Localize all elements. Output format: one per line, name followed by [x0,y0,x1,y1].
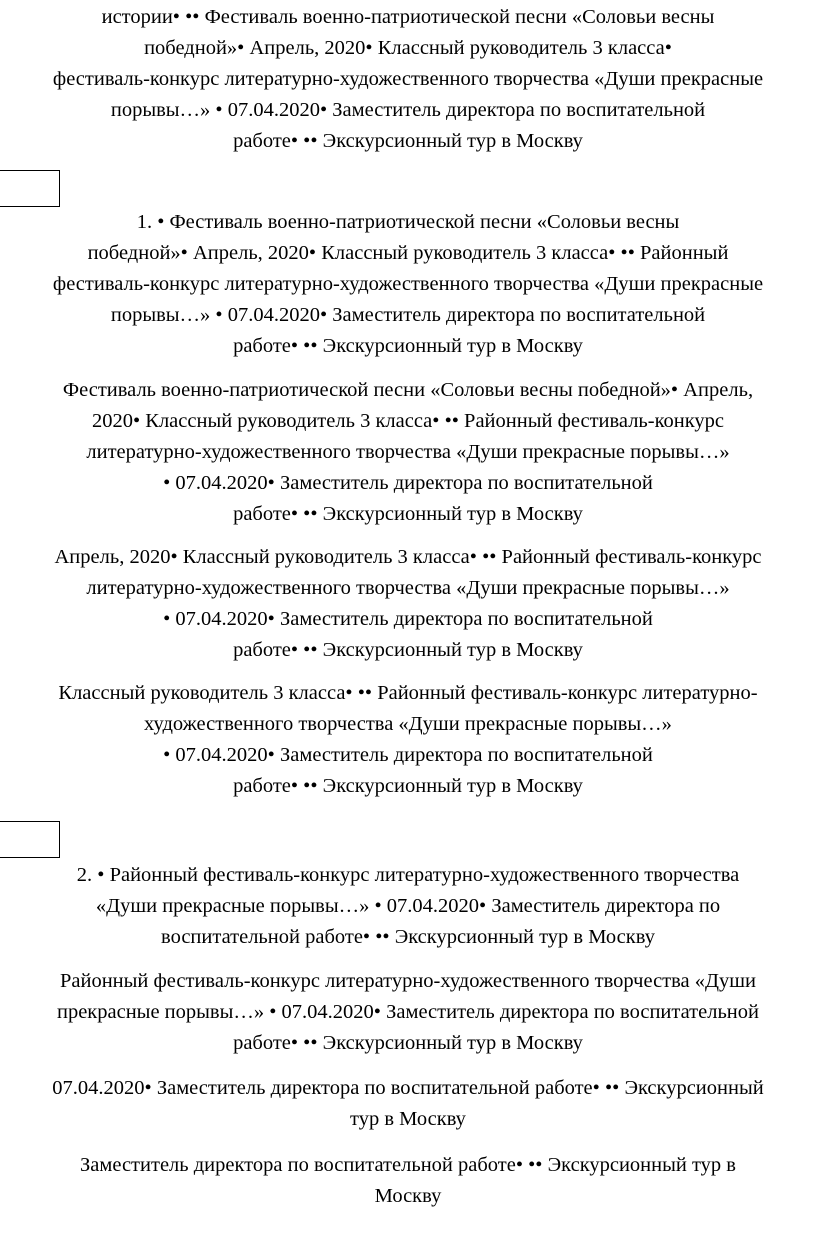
paragraph-4 [0,542,816,666]
paragraph-line: работе• •• Экскурсионный тур в Москву [233,335,583,357]
paragraph-line: Фестиваль военно-патриотической песни «Соловьи весны победной»• Апрель, [62,379,754,401]
numbered-item-2 [0,860,816,953]
paragraph-line: фестиваль-конкурс литературно-художественного творчества «Души прекрасные [52,273,764,295]
paragraph-line: работе• •• Экскурсионный тур в Москву [233,639,583,661]
paragraph-line: литературно-художественного творчества «Души прекрасные порывы…» [86,577,730,599]
paragraph-line: • 07.04.2020• Заместитель директора по воспитательной [163,472,653,494]
paragraph-line: литературно-художественного творчества «Души прекрасные порывы…» [86,441,730,463]
paragraph-9 [0,1150,816,1212]
empty-box [0,170,60,207]
paragraph-line: работе• •• Экскурсионный тур в Москву [233,1032,583,1054]
paragraph-1 [0,2,816,157]
paragraph-line: «Души прекрасные порывы…» • 07.04.2020• Заместитель директора по [95,895,721,917]
paragraph-line: 1. • Фестиваль военно-патриотической песни «Соловьи весны [136,211,680,233]
paragraph-5 [0,678,816,802]
paragraph-line: порывы…» • 07.04.2020• Заместитель директора по воспитательной [110,99,706,121]
paragraph-line: 07.04.2020• Заместитель директора по воспитательной работе• •• Экскурсионный [52,1077,764,1099]
paragraph-line: фестиваль-конкурс литературно-художественного творчества «Души прекрасные [52,68,764,90]
paragraph-line: победной»• Апрель, 2020• Классный руководитель 3 класса• [144,37,672,59]
numbered-item-1 [0,207,816,362]
paragraph-line: Москву [374,1185,442,1207]
paragraph-7 [0,966,816,1059]
paragraph-line: работе• •• Экскурсионный тур в Москву [233,503,583,525]
empty-box [0,821,60,858]
paragraph-line: прекрасные порывы…» • 07.04.2020• Заместитель директора по воспитательной [56,1001,759,1023]
paragraph-line: художественного творчества «Души прекрасные порывы…» [144,713,672,735]
paragraph-line: воспитательной работе• •• Экскурсионный тур в Москву [161,926,655,948]
paragraph-8 [0,1073,816,1135]
paragraph-line: 2. • Районный фестиваль-конкурс литературно-художественного творчества [76,864,740,886]
paragraph-line: работе• •• Экскурсионный тур в Москву [233,130,583,152]
paragraph-line: • 07.04.2020• Заместитель директора по воспитательной [163,608,653,630]
paragraph-line: Районный фестиваль-конкурс литературно-художественного творчества «Души [59,970,756,992]
paragraph-line: • 07.04.2020• Заместитель директора по воспитательной [163,744,653,766]
paragraph-line: Классный руководитель 3 класса• •• Районный фестиваль-конкурс литературно- [58,682,758,704]
paragraph-line: тур в Москву [350,1108,466,1130]
paragraph-line: работе• •• Экскурсионный тур в Москву [233,775,583,797]
paragraph-line: Апрель, 2020• Классный руководитель 3 класса• •• Районный фестиваль-конкурс [54,546,762,568]
paragraph-line: истории• •• Фестиваль военно-патриотической песни «Соловьи весны [101,6,715,28]
paragraph-3 [0,375,816,530]
paragraph-line: порывы…» • 07.04.2020• Заместитель директора по воспитательной [110,304,706,326]
paragraph-line: победной»• Апрель, 2020• Классный руководитель 3 класса• •• Районный [87,242,729,264]
paragraph-line: 2020• Классный руководитель 3 класса• •• Районный фестиваль-конкурс [91,410,725,432]
paragraph-line: Заместитель директора по воспитательной работе• •• Экскурсионный тур в [80,1154,736,1176]
